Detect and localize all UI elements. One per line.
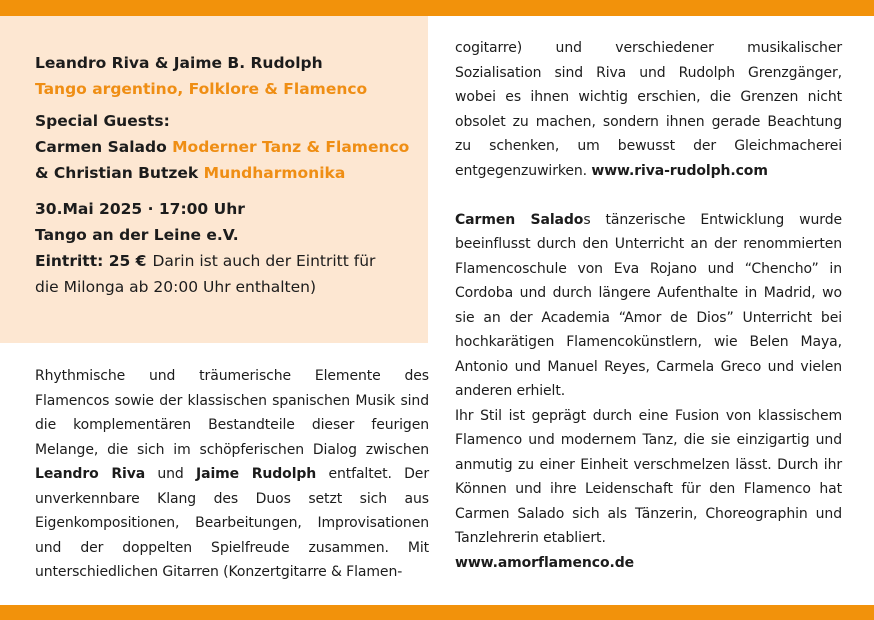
- entry-fee-note: Darin ist auch der Eintritt für: [152, 252, 376, 270]
- guest-1-role: Moderner Tanz & Flamenco: [172, 138, 410, 156]
- salado-paragraph-2: Ihr Stil ist geprägt durch eine Fusion von klassischem Flamenco und modernem Tanz, die sie einzigartig und anmutig zu einer Einheit verschmelzen lässt. Durch ihr Können und ihre Leidenschaft für den Flamenco hat Carmen Salado sich als Tänzerin, Choreographin und Tanzlehrerin etabliert.: [455, 407, 842, 546]
- event-info-box: [0, 16, 428, 343]
- guests-heading: Special Guests:: [35, 112, 170, 130]
- name-leandro-riva: Leandro Riva: [35, 466, 146, 482]
- paragraph-gap: [455, 183, 842, 208]
- duo-continued-text: cogitarre) und verschiedener musikalischer Sozialisation sind Riva und Rudolph Grenzgänger, wobei es ihnen wichtig erschien, die Grenzen nicht obsolet zu machen, sondern ihnen gerade Beachtung zu schenken, um bewusst der Gleichmacherei entgegenzuwirken.: [455, 40, 842, 179]
- riva-rudolph-website-link[interactable]: www.riva-rudolph.com: [591, 162, 768, 179]
- salado-paragraph-1: [455, 208, 842, 404]
- salado-p1-text: s tänzerische Entwicklung wurde beeinflusst durch den Unterricht an der renommierten Flamencoschule von Eva Rojano und “Chencho” in Cordoba und durch längere Aufenthalte in Madrid, wo sie an der Academia “Amor de Dios” Unterricht bei hochkarätigen Flamencokünstlern, wie Belen Maya, Antonio und Manuel Reyes, Carmela Greco und vielen anderen erhielt.: [455, 211, 843, 399]
- entry-fee: [35, 248, 425, 274]
- name-carmen-salado: Carmen Salado: [455, 211, 584, 228]
- event-datetime: 30.Mai 2025 · 17:00 Uhr: [35, 200, 245, 218]
- bottom-accent-bar: [0, 605, 874, 620]
- guest-1: [35, 134, 425, 160]
- genres-subtitle: Tango argentino, Folklore & Flamenco: [35, 80, 368, 98]
- entry-fee-note-continued: die Milonga ab 20:00 Uhr enthalten): [35, 278, 317, 296]
- guest-2-name: & Christian Butzek: [35, 164, 199, 182]
- duo-intro-text: Rhythmische und träumerische Elemente des Flamencos sowie der klassischen spanischen Musik sind die komplementären Bestandteile dieser feurigen Melange, die sich im schöpferischen Dialog zwischen: [35, 368, 429, 458]
- top-accent-bar: [0, 0, 874, 16]
- duo-description-continued: [455, 36, 842, 183]
- right-column: [455, 36, 842, 575]
- entry-fee-label: Eintritt: 25 €: [35, 252, 147, 270]
- guest-2: [35, 160, 425, 186]
- guest-1-name: Carmen Salado: [35, 138, 167, 156]
- duo-description: [35, 364, 429, 585]
- event-venue: Tango an der Leine e.V.: [35, 226, 239, 244]
- conjunction-text: und: [157, 466, 184, 482]
- guest-2-role: Mundharmonika: [203, 164, 346, 182]
- amorflamenco-website-link[interactable]: www.amorflamenco.de: [455, 554, 635, 571]
- duo-body-text: entfaltet. Der unverkennbare Klang des Duos setzt sich aus Eigenkompositionen, Bearbeitungen, Improvisationen und der doppelten Spielfreude zusammen. Mit unterschiedlichen Gitarren (Konzertgitarre & Flamen-: [35, 466, 429, 580]
- name-jaime-rudolph: Jaime Rudolph: [195, 466, 317, 482]
- artists-title: Leandro Riva & Jaime B. Rudolph: [35, 54, 323, 72]
